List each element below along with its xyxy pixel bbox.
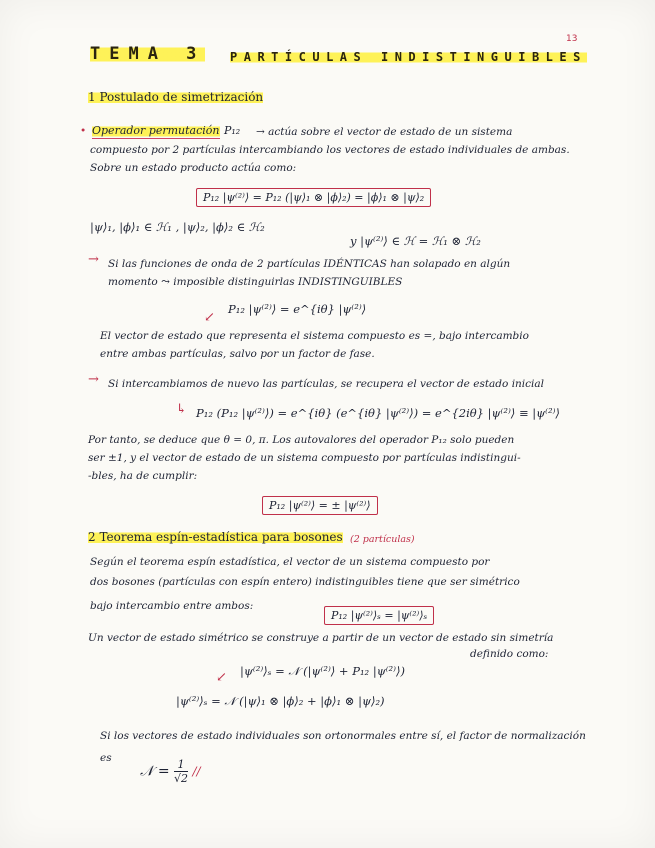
section1-line6a: Por tanto, se deduce que θ = 0, π. Los autovalores del operador P₁₂ solo pueden: [88, 434, 515, 446]
section2-line5b: es: [100, 752, 112, 764]
symmetric-construction-eq2: |ψ⁽²⁾⟩ₛ = 𝒩 (|ψ⟩₁ ⊗ |ϕ⟩₂ + |ϕ⟩₁ ⊗ |ψ⟩₂): [176, 694, 385, 708]
normalization-lhs: 𝒩 =: [140, 763, 170, 780]
bullet1-line-a: Si las funciones de onda de 2 partículas IDÉNTICAS han solapado en algún: [108, 258, 511, 270]
curved-arrow-icon: ↳: [176, 402, 187, 417]
page-number: 13: [566, 34, 578, 44]
eigenvalue-result-box: P₁₂ |ψ⁽²⁾⟩ = ± |ψ⁽²⁾⟩: [262, 496, 378, 515]
double-underline-mark: //: [192, 764, 201, 779]
section2-line2: dos bosones (partículas con espín entero) indistinguibles tiene que ser simétrico: [90, 576, 520, 588]
normalization-fraction: [174, 758, 188, 785]
phase-equation: P₁₂ |ψ⁽²⁾⟩ = e^{iθ} |ψ⁽²⁾⟩: [228, 302, 367, 316]
title-subject: PARTÍCULAS INDISTINGUIBLES: [230, 50, 587, 64]
section2-heading-note: (2 partículas): [350, 534, 415, 545]
section1-line2: compuesto por 2 partículas intercambiando los vectores de estado individuales de ambas.: [90, 144, 570, 156]
bullet1-line-b: momento ⤳ imposible distinguirlas INDISTINGUIBLES: [108, 276, 403, 288]
permutation-definition-box: P₁₂ |ψ⁽²⁾⟩ = P₁₂ (|ψ⟩₁ ⊗ |ϕ⟩₂) = |ϕ⟩₁ ⊗ |ψ⟩₂: [196, 188, 431, 207]
section2-line1: Según el teorema espín estadística, el vector de un sistema compuesto por: [90, 556, 490, 568]
symmetric-construction-eq1: |ψ⁽²⁾⟩ₛ = 𝒩 (|ψ⁽²⁾⟩ + P₁₂ |ψ⁽²⁾⟩): [240, 664, 405, 678]
arrow-icon: →: [88, 372, 99, 387]
hilbert-spaces-b: y |ψ⁽²⁾⟩ ∈ ℋ = ℋ₁ ⊗ ℋ₂: [350, 234, 481, 248]
section1-line6b: ser ±1, y el vector de estado de un sistema compuesto por partículas indistingui-: [88, 452, 521, 464]
section2-line5a: Si los vectores de estado individuales son ortonormales entre sí, el factor de normalización: [100, 730, 586, 742]
bullet2-line: Si intercambiamos de nuevo las partículas, se recupera el vector de estado inicial: [108, 378, 545, 390]
symmetric-condition-box: P₁₂ |ψ⁽²⁾⟩ₛ = |ψ⁽²⁾⟩ₛ: [324, 606, 434, 625]
curved-arrow-icon: ↙: [216, 670, 227, 685]
hilbert-spaces-a: |ψ⟩₁, |ϕ⟩₁ ∈ ℋ₁ , |ψ⟩₂, |ϕ⟩₂ ∈ ℋ₂: [90, 220, 265, 234]
normalization-denominator: √2: [174, 772, 189, 785]
curved-arrow-icon: ↙: [204, 310, 215, 325]
title-tema: TEMA 3: [90, 44, 206, 64]
section1-line1: → actúa sobre el vector de estado de un sistema: [256, 126, 513, 138]
section1-line3: Sobre un estado producto actúa como:: [90, 162, 297, 174]
bullet-dot: •: [80, 125, 87, 137]
section1-line5b: entre ambas partículas, salvo por un factor de fase.: [100, 348, 375, 360]
section2-line4b: definido como:: [470, 648, 549, 660]
arrow-icon: →: [88, 252, 99, 267]
section2-line4a: Un vector de estado simétrico se construye a partir de un vector de estado sin simetría: [88, 632, 554, 644]
section2-line3: bajo intercambio entre ambos:: [90, 600, 254, 612]
operator-symbol: P₁₂: [224, 124, 241, 137]
section1-line5a: El vector de estado que representa el sistema compuesto es =, bajo intercambio: [100, 330, 529, 342]
section1-line6c: -bles, ha de cumplir:: [88, 470, 198, 482]
double-permutation-equation: P₁₂ (P₁₂ |ψ⁽²⁾⟩) = e^{iθ} (e^{iθ} |ψ⁽²⁾⟩) = e^{2iθ} |ψ⁽²⁾⟩ ≡ |ψ⁽²⁾⟩: [196, 406, 560, 420]
section2-heading: 2 Teorema espín-estadística para bosones: [88, 530, 343, 544]
normalization-numerator: 1: [174, 758, 188, 772]
operator-label: Operador permutación: [92, 124, 220, 137]
normalization-factor: [140, 758, 201, 785]
section1-heading: 1 Postulado de simetrización: [88, 90, 264, 104]
